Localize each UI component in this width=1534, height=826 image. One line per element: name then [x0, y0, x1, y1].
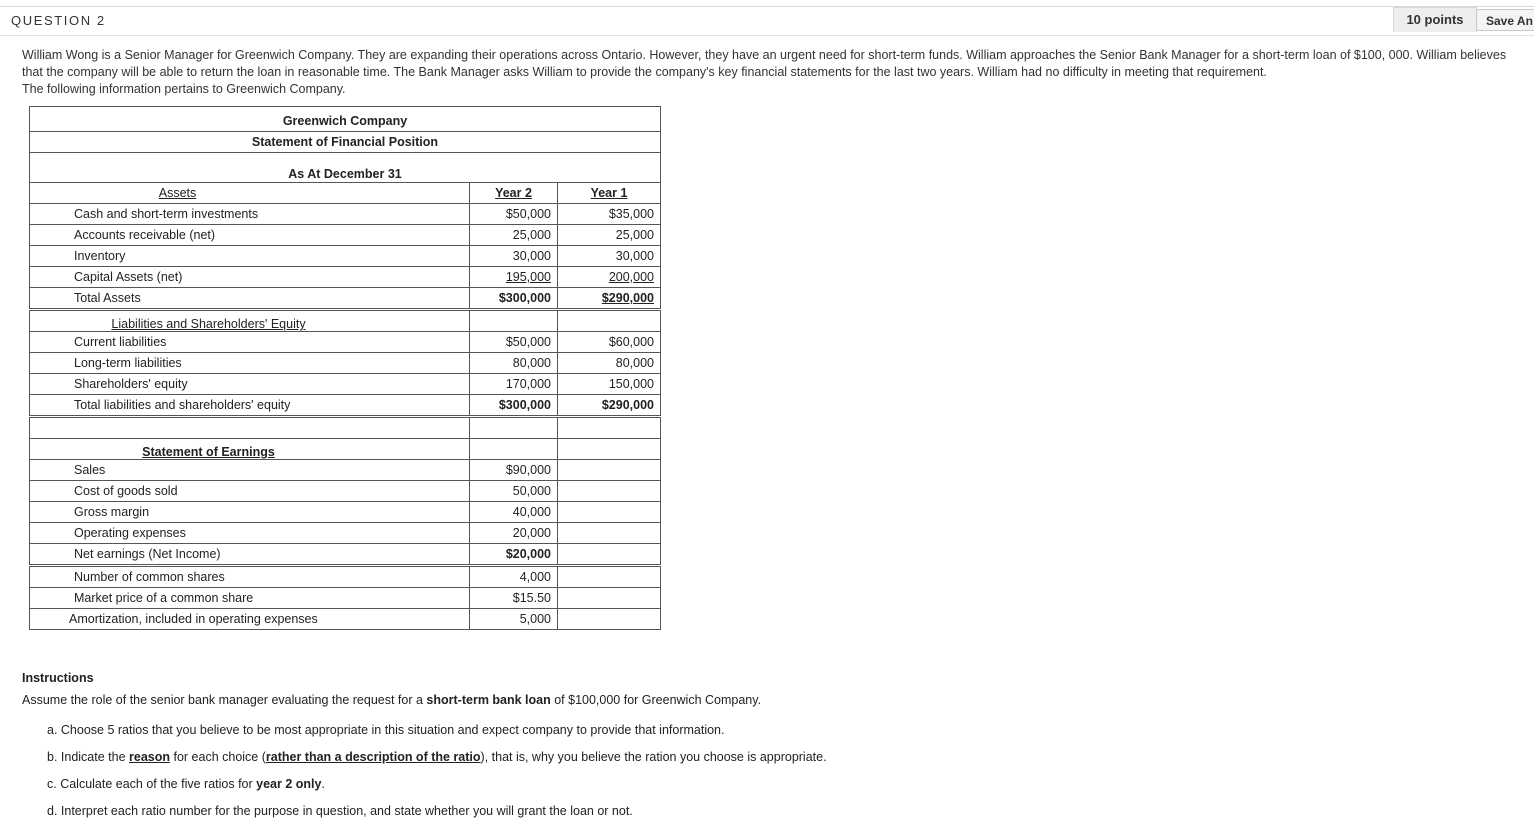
- table-row: [30, 204, 661, 225]
- table-row: [30, 566, 661, 588]
- earnings-heading: Statement of Earnings: [30, 439, 470, 460]
- year1-value: $35,000: [558, 204, 661, 225]
- year2-value: 5,000: [470, 609, 558, 630]
- step-a: a. Choose 5 ratios that you believe to be most appropriate in this situation and expect company to provide that information.: [47, 723, 725, 737]
- intro-paragraph: William Wong is a Senior Manager for Greenwich Company. They are expanding their operations across Ontario. However, they have an urgent need for short-term funds. William approaches the Senior Bank Manager for a short-term loan of $100, 000. William believes that the company will be able to return the loan in reasonable time. The Bank Manager asks William to provide the company's key financial statements for the last two years. William had no difficulty in meeting that requirement.: [22, 48, 1507, 79]
- company-name: Greenwich Company: [30, 107, 661, 132]
- table-row: [30, 544, 661, 566]
- year2-value: $50,000: [470, 332, 558, 353]
- total-liabilities-row: [30, 395, 661, 417]
- year2-value: $20,000: [470, 544, 558, 566]
- step-b-rather: rather than a description of the ratio: [265, 750, 481, 764]
- year1-value: 80,000: [558, 353, 661, 374]
- row-label: Inventory: [30, 246, 470, 267]
- liabilities-heading: Liabilities and Shareholders' Equity: [30, 310, 470, 332]
- row-label: Amortization, included in operating expenses: [30, 609, 470, 630]
- table-row: [30, 502, 661, 523]
- row-label: Long-term liabilities: [30, 353, 470, 374]
- lead-text: Assume the role of the senior bank manager evaluating the request for a: [22, 693, 427, 707]
- year2-value: $300,000: [470, 288, 558, 310]
- save-answer-button[interactable]: Save An: [1476, 9, 1534, 31]
- step-b: [47, 744, 827, 771]
- financial-statement-table: [29, 106, 661, 630]
- table-row: [30, 353, 661, 374]
- table-row: [30, 481, 661, 502]
- total-assets-row: [30, 288, 661, 310]
- assets-header: Assets: [30, 183, 470, 204]
- year2-value: 80,000: [470, 353, 558, 374]
- row-label: Gross margin: [30, 502, 470, 523]
- row-label: Shareholders' equity: [30, 374, 470, 395]
- year2-value: 195,000: [470, 267, 558, 288]
- year1-header: Year 1: [558, 183, 661, 204]
- row-label: Total liabilities and shareholders' equity: [30, 395, 470, 417]
- year1-value: 25,000: [558, 225, 661, 246]
- step-c-text-end: .: [321, 777, 325, 791]
- table-row: [30, 374, 661, 395]
- row-label: Operating expenses: [30, 523, 470, 544]
- row-label: Total Assets: [30, 288, 470, 310]
- year2-value: 20,000: [470, 523, 558, 544]
- year2-value: 30,000: [470, 246, 558, 267]
- year2-value: 40,000: [470, 502, 558, 523]
- table-row: [30, 267, 661, 288]
- lead-text-end: of $100,000 for Greenwich Company.: [550, 693, 762, 707]
- row-label: Accounts receivable (net): [30, 225, 470, 246]
- row-label: Current liabilities: [30, 332, 470, 353]
- as-at-date: As At December 31: [30, 153, 661, 183]
- step-b-reason: reason: [129, 750, 171, 764]
- table-row: [30, 225, 661, 246]
- instructions-block: [22, 671, 827, 825]
- year1-value: 30,000: [558, 246, 661, 267]
- step-c-bold: year 2 only: [256, 777, 322, 791]
- row-label: Capital Assets (net): [30, 267, 470, 288]
- row-label: Market price of a common share: [30, 588, 470, 609]
- table-row: [30, 523, 661, 544]
- year2-value: 4,000: [470, 566, 558, 588]
- row-label: Cost of goods sold: [30, 481, 470, 502]
- table-row: [30, 588, 661, 609]
- year2-value: $15.50: [470, 588, 558, 609]
- year1-value: 150,000: [558, 374, 661, 395]
- year2-header: Year 2: [470, 183, 558, 204]
- question-header: [0, 7, 1534, 35]
- year1-value: 200,000: [558, 267, 661, 288]
- step-d: d. Interpret each ratio number for the purpose in question, and state whether you will grant the loan or not.: [47, 804, 633, 818]
- year2-value: $50,000: [470, 204, 558, 225]
- step-c-text: c. Calculate each of the five ratios for: [47, 777, 257, 791]
- year2-value: 50,000: [470, 481, 558, 502]
- year2-value: $300,000: [470, 395, 558, 417]
- year2-value: $90,000: [470, 460, 558, 481]
- row-label: Net earnings (Net Income): [30, 544, 470, 566]
- year1-value: $290,000: [558, 288, 661, 310]
- instructions-title: Instructions: [22, 671, 94, 685]
- points-badge: 10 points: [1393, 7, 1477, 32]
- pertains-text: The following information pertains to Greenwich Company.: [22, 82, 346, 96]
- step-c: [47, 771, 827, 798]
- year2-value: 170,000: [470, 374, 558, 395]
- year2-value: 25,000: [470, 225, 558, 246]
- table-row: [30, 332, 661, 353]
- row-label: Number of common shares: [30, 566, 470, 588]
- row-label: Cash and short-term investments: [30, 204, 470, 225]
- step-b-text: b. Indicate the: [47, 750, 130, 764]
- instructions-lead: [22, 693, 827, 707]
- lead-bold: short-term bank loan: [426, 693, 551, 707]
- statement-title: Statement of Financial Position: [30, 132, 661, 153]
- instruction-steps: [47, 717, 827, 825]
- table-row: [30, 609, 661, 630]
- step-b-text-end: ), that is, why you believe the ration you choose is appropriate.: [480, 750, 827, 764]
- question-label: QUESTION 2: [11, 13, 106, 28]
- table-row: [30, 246, 661, 267]
- year1-value: $290,000: [558, 395, 661, 417]
- row-label: Sales: [30, 460, 470, 481]
- year1-value: $60,000: [558, 332, 661, 353]
- table-row: [30, 460, 661, 481]
- step-b-text-mid: for each choice (: [170, 750, 266, 764]
